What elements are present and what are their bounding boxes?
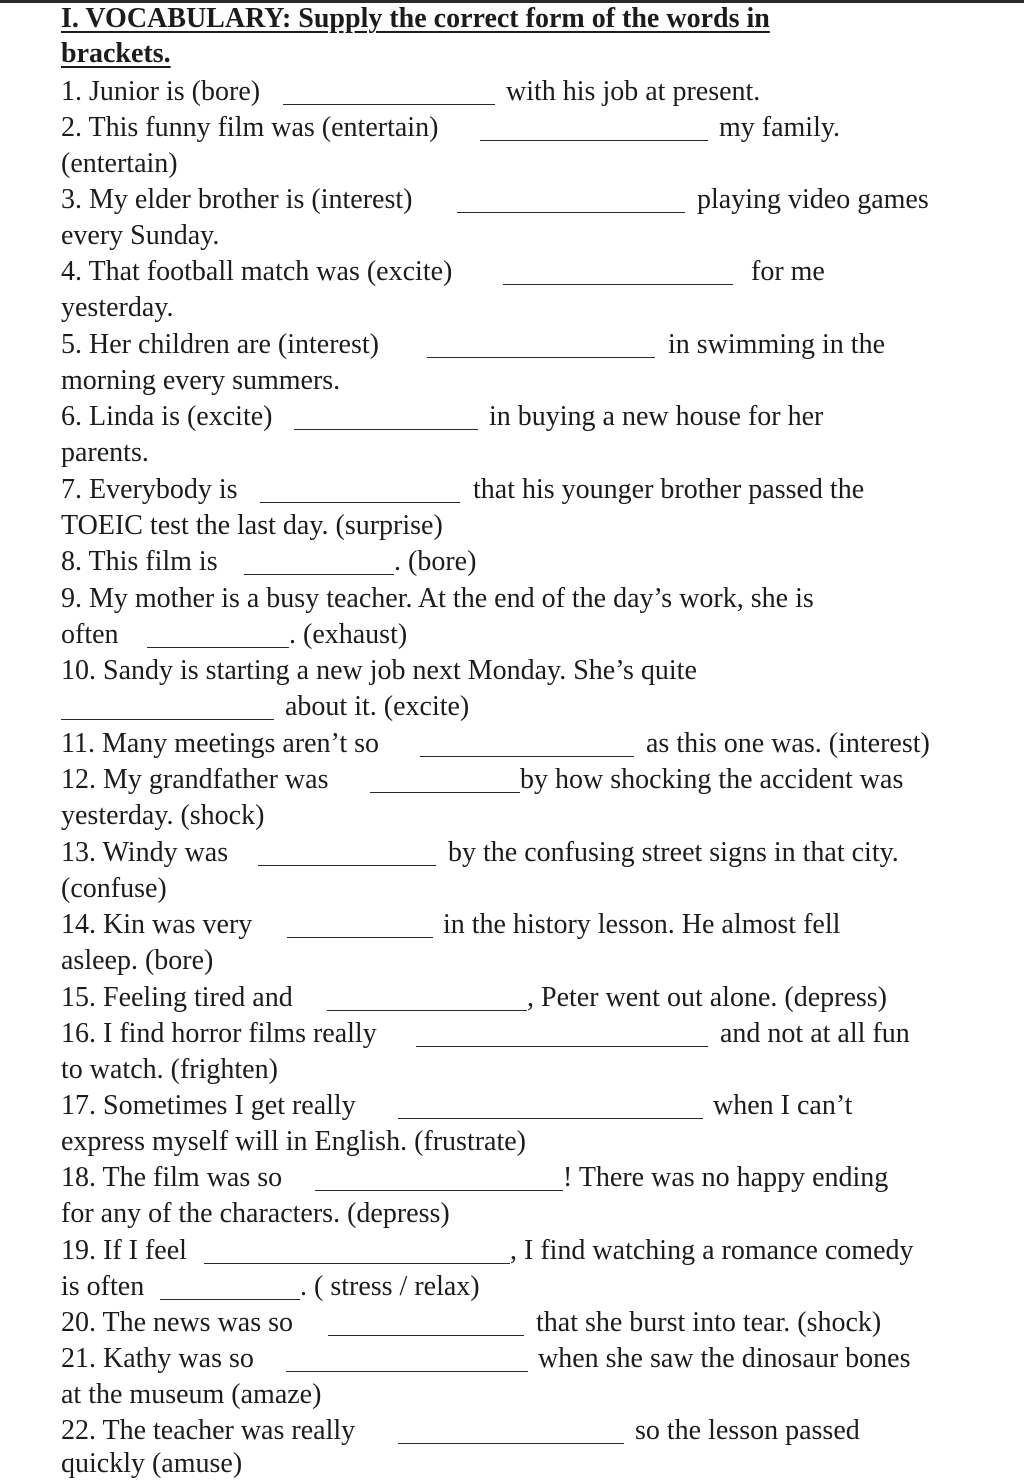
q13-text-c: (confuse) [61,873,167,904]
q19-blank-2[interactable] [160,1299,300,1300]
q3-text-a: 3. My elder brother is (interest) [61,184,413,215]
q10-text-a: 10. Sandy is starting a new job next Monday. She’s quite [61,655,697,686]
q6-text-c: parents. [61,437,149,468]
q5-text-c: morning every summers. [61,365,341,396]
q10-text-b: about it. (excite) [285,691,470,722]
q16-text-c: to watch. (frighten) [61,1054,278,1085]
q3-text-c: every Sunday. [61,220,220,251]
q7-text-b: that his younger brother passed the [473,474,865,505]
q12-text-b: by how shocking the accident was [520,764,904,795]
q5-text-b: in swimming in the [668,329,885,360]
section-heading-line1: I. VOCABULARY: Supply the correct form of the words in [61,3,770,34]
q14-text-b: in the history lesson. He almost fell [443,909,841,940]
section-heading-line2: brackets. [61,38,171,69]
q19-text-a: 19. If I feel [61,1235,187,1266]
q14-blank[interactable] [287,937,433,938]
q6-blank[interactable] [294,429,478,430]
q12-text-c: yesterday. (shock) [61,800,265,831]
q7-text-c: TOEIC test the last day. (surprise) [61,510,443,541]
q13-blank[interactable] [258,865,436,866]
q20-text-b: that she burst into tear. (shock) [536,1307,882,1338]
q17-text-c: express myself will in English. (frustrate) [61,1126,527,1157]
q17-blank[interactable] [398,1118,703,1119]
q3-text-b: playing video games [697,184,929,215]
q4-text-b: for me [751,256,825,287]
q16-text-b: and not at all fun [720,1018,910,1049]
q2-text-a: 2. This funny film was (entertain) [61,112,439,143]
q21-text-b: when she saw the dinosaur bones [538,1343,911,1374]
q14-text-a: 14. Kin was very [61,909,253,940]
q11-blank[interactable] [420,756,634,757]
q16-text-a: 16. I find horror films really [61,1018,377,1049]
q16-blank[interactable] [416,1046,708,1047]
q21-text-a: 21. Kathy was so [61,1343,254,1374]
q13-text-a: 13. Windy was [61,837,229,868]
q5-text-a: 5. Her children are (interest) [61,329,379,360]
q19-text-b: , I find watching a romance comedy [510,1235,914,1266]
q15-text-a: 15. Feeling tired and [61,982,293,1013]
q4-blank[interactable] [503,284,733,285]
q8-text-b: . (bore) [394,546,477,577]
q6-text-b: in buying a new house for her [489,401,824,432]
q6-text-a: 6. Linda is (excite) [61,401,273,432]
q15-blank[interactable] [327,1010,527,1011]
q19-text-d: . ( stress / relax) [300,1271,480,1302]
q4-text-c: yesterday. [61,292,174,323]
q1-blank[interactable] [283,104,495,105]
q2-text-b: my family. [719,112,841,143]
q18-text-b: ! There was no happy ending [563,1162,889,1193]
q5-blank[interactable] [427,357,655,358]
q20-text-a: 20. The news was so [61,1307,294,1338]
q8-text-a: 8. This film is [61,546,218,577]
q12-blank[interactable] [370,792,520,793]
q21-blank[interactable] [286,1371,528,1372]
q22-text-a: 22. The teacher was really [61,1415,356,1446]
q21-text-c: at the museum (amaze) [61,1379,322,1410]
q1-text-a: 1. Junior is (bore) [61,76,261,107]
q7-text-a: 7. Everybody is [61,474,238,505]
q11-text-b: as this one was. (interest) [646,728,930,759]
q9-text-c: . (exhaust) [289,619,408,650]
q2-text-c: (entertain) [61,148,178,179]
q2-blank[interactable] [480,140,708,141]
q12-text-a: 12. My grandfather was [61,764,329,795]
q22-text-b: so the lesson passed [635,1415,860,1446]
q13-text-b: by the confusing street signs in that city. [448,837,899,868]
q15-text-b: , Peter went out alone. (depress) [527,982,887,1013]
q1-text-b: with his job at present. [506,76,761,107]
q11-text-a: 11. Many meetings aren’t so [61,728,380,759]
q8-blank[interactable] [244,574,394,575]
q9-blank[interactable] [147,647,289,648]
q19-blank-1[interactable] [204,1263,510,1264]
q22-blank[interactable] [398,1443,624,1444]
q22-text-c: quickly (amuse) [61,1448,243,1479]
q4-text-a: 4. That football match was (excite) [61,256,453,287]
q3-blank[interactable] [457,212,685,213]
q17-text-a: 17. Sometimes I get really [61,1090,356,1121]
q18-blank[interactable] [315,1190,563,1191]
q14-text-c: asleep. (bore) [61,945,214,976]
q7-blank[interactable] [260,502,460,503]
q18-text-c: for any of the characters. (depress) [61,1198,450,1229]
q20-blank[interactable] [328,1335,524,1336]
q18-text-a: 18. The film was so [61,1162,283,1193]
q19-text-c: is often [61,1271,145,1302]
q9-text-a: 9. My mother is a busy teacher. At the end of the day’s work, she is [61,583,814,614]
q9-text-b: often [61,619,119,650]
q17-text-b: when I can’t [713,1090,853,1121]
q10-blank[interactable] [61,719,274,720]
